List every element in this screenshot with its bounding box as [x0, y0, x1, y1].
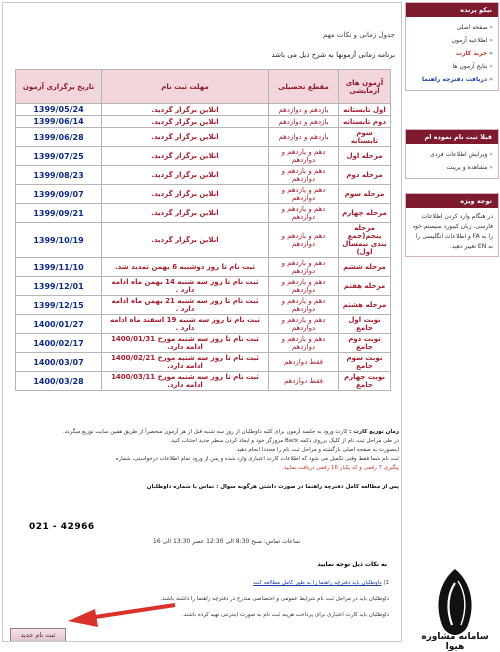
table-row	[16, 116, 391, 128]
exam-name-cell: نوبت اول جامع	[339, 315, 391, 334]
list-item: داوطلبان باید در مراحل ثبت نام شرایط عمومی و اختصاصی مندرج در دفترچه راهنما را داشته باشند.	[160, 596, 389, 602]
new-registration-button[interactable]: ثبت نام جدید	[10, 628, 66, 642]
deadline-cell: انلاین برگزار گردید.	[102, 223, 269, 258]
deadline-cell: انلاین برگزار گردید.	[102, 128, 269, 147]
page-subtitle: برنامه زمانی آزمونها به شرح ذیل می باشد	[271, 51, 395, 59]
grade-cell: دهم و یازدهم و دوازدهم	[269, 166, 339, 185]
sidebar	[405, 2, 499, 263]
exam-name-cell: مرحله ششم	[339, 258, 391, 277]
deadline-cell: ثبت نام تا روز سه شنبه 21 بهمن ماه ادامه دارد .	[102, 296, 269, 315]
list-item: داوطلبان باید کارت اعتباری برای پرداخت هزینه ثبت نام به صورت اینترنتی تهیه کرده باشند.	[182, 612, 389, 618]
deadline-cell: ثبت نام تا روز سه شنبه 14 بهمن ماه ادامه دارد .	[102, 277, 269, 296]
exam-name-cell: اول تابستانه	[339, 104, 391, 116]
exam-date-cell: 1400/01/27	[16, 315, 102, 334]
grade-cell: یازدهم و دوازدهم	[269, 128, 339, 147]
sidebar-item[interactable]	[411, 47, 493, 60]
nav-box	[405, 2, 499, 91]
exam-date-cell: 1399/08/23	[16, 166, 102, 185]
note-line: اینصورت به صفحه اصلی بازگشته و مراحل ثبت نام را مجددا انجام دهید.	[235, 447, 399, 453]
grade-cell: دهم و یازدهم و دوازدهم	[269, 185, 339, 204]
grade-cell: دهم و یازدهم و دوازدهم	[269, 315, 339, 334]
sidebar-item[interactable]	[411, 21, 493, 34]
grade-cell: یازدهم و دوازدهم	[269, 104, 339, 116]
bullet-icon: «	[487, 24, 493, 31]
grade-cell: دهم و یازدهم و دوازدهم	[269, 258, 339, 277]
account-item-label: مشاهده و پرینت	[446, 164, 488, 171]
bullet-icon: «	[487, 50, 493, 57]
table-header-row	[16, 70, 391, 104]
phone-number: 021 - 42966	[29, 522, 95, 532]
account-box-title: قبلا ثبت نام نموده ام	[406, 130, 498, 144]
exam-name-cell: مرحله پنجم(جمع بندی نیمسال اول)	[339, 223, 391, 258]
grade-cell: فقط دوازدهم	[269, 372, 339, 391]
nav-box-title: نیکو پرنده	[406, 3, 498, 17]
table-row	[16, 223, 391, 258]
account-list	[406, 144, 498, 178]
sidebar-item[interactable]	[411, 34, 493, 47]
table-row	[16, 204, 391, 223]
table-row	[16, 258, 391, 277]
exam-date-cell: 1399/12/15	[16, 296, 102, 315]
page-title: جدول زمانی و نکات مهم	[323, 31, 395, 39]
exam-name-cell: سوم تابستانه	[339, 128, 391, 147]
contact-hours: ساعات تماس: صبح 8:30 الی 12:30 عصر 13:30 الی 16	[153, 538, 300, 545]
exam-date-cell: 1399/05/24	[16, 104, 102, 116]
bullet-icon: «	[487, 151, 493, 158]
deadline-cell: انلاین برگزار گردید.	[102, 116, 269, 128]
deadline-cell: انلاین برگزار گردید.	[102, 166, 269, 185]
account-box	[405, 129, 499, 179]
table-row	[16, 277, 391, 296]
deadline-cell: ثبت نام تا روز سه شنبه مورخ 1400/03/11 ادامه دارد.	[102, 372, 269, 391]
bullet-icon: «	[487, 63, 493, 70]
notice-box-title: توجه ویژه	[406, 194, 498, 208]
note-line: پیگیری 7 رقمی و کد یکبار 16 رقمی دریافت نمایید.	[282, 465, 399, 471]
exam-date-cell: 1399/06/28	[16, 128, 102, 147]
account-item-label: ویرایش اطلاعات فردی	[430, 151, 488, 158]
table-row	[16, 147, 391, 166]
table-row	[16, 185, 391, 204]
table-row	[16, 128, 391, 147]
exam-name-cell: دوم تابستانه	[339, 116, 391, 128]
guide-link[interactable]: داوطلبان باید دفترچه راهنما را به طور کامل مطالعه کنند	[253, 580, 382, 586]
grade-cell: دهم و یازدهم و دوازدهم	[269, 277, 339, 296]
bullet-icon: «	[487, 164, 493, 171]
deadline-cell: انلاین برگزار گردید.	[102, 104, 269, 116]
hiva-logo	[412, 563, 498, 643]
deadline-cell: ثبت نام تا روز سه شنبه مورخ 1400/01/31 ادامه دارد.	[102, 334, 269, 353]
sidebar-item[interactable]	[411, 73, 493, 86]
deadline-cell: ثبت نام تا روز سه شنبه 19 اسفند ماه ادامه دارد .	[102, 315, 269, 334]
account-item[interactable]	[411, 161, 493, 174]
bullet-icon: «	[487, 76, 493, 83]
exam-name-cell: مرحله هفتم	[339, 277, 391, 296]
brand-name: سامانه مشاوره هیوا	[421, 632, 489, 652]
exam-name-cell: نوبت دوم جامع	[339, 334, 391, 353]
exam-date-cell: 1399/09/21	[16, 204, 102, 223]
table-row	[16, 104, 391, 116]
deadline-cell: انلاین برگزار گردید.	[102, 147, 269, 166]
account-item[interactable]	[411, 148, 493, 161]
exam-name-cell: مرحله چهارم	[339, 204, 391, 223]
table-row	[16, 353, 391, 372]
exam-name-cell: مرحله سوم	[339, 185, 391, 204]
sidebar-item-label: صفحه اصلی	[456, 24, 488, 31]
grade-cell: دهم و یازدهم و دوازدهم	[269, 223, 339, 258]
bullet-icon: «	[487, 37, 493, 44]
sidebar-item-label: دریافت دفترچه راهنما	[421, 76, 488, 83]
sidebar-item[interactable]	[411, 60, 493, 73]
notice-box	[405, 193, 499, 257]
card-note-title: زمان توزیع کارت :	[349, 429, 399, 435]
nav-list	[406, 17, 498, 90]
exam-date-cell: 1399/07/25	[16, 147, 102, 166]
exam-name-cell: مرحله هشتم	[339, 296, 391, 315]
exam-date-cell: 1399/06/14	[16, 116, 102, 128]
header-date: تاریخ برگزاری آزمون	[16, 70, 102, 104]
exam-date-cell: 1399/09/07	[16, 185, 102, 204]
table-row	[16, 372, 391, 391]
exam-date-cell: 1399/10/19	[16, 223, 102, 258]
list-item: 1) داوطلبان باید دفترچه راهنما را به طور کامل مطالعه کنند	[253, 580, 389, 586]
exam-date-cell: 1400/03/28	[16, 372, 102, 391]
exam-date-cell: 1399/12/01	[16, 277, 102, 296]
grade-cell: دهم و یازدهم و دوازدهم	[269, 147, 339, 166]
exam-name-cell: نوبت سوم جامع	[339, 353, 391, 372]
table-row	[16, 315, 391, 334]
table-row	[16, 334, 391, 353]
sidebar-item-label: اطلاعیه آزمون	[451, 37, 488, 44]
sidebar-item-label: خرید کارت	[455, 50, 488, 57]
card-note-text: کارت ورود به جلسه آزمون برای کلیه داوطلبان از روز سه شنبه قبل از هر آزمون منحصراً از طریق همین سایت توزیع میگردد.	[62, 429, 348, 435]
deadline-cell: ثبت نام تا روز دوشنبه 6 بهمن تمدید شد.	[102, 258, 269, 277]
grade-cell: دهم و یازدهم و دوازدهم	[269, 296, 339, 315]
notes-section	[9, 428, 399, 492]
arrow-left-icon	[65, 595, 177, 629]
deadline-cell: انلاین برگزار گردید.	[102, 204, 269, 223]
header-deadline: مهلت ثبت نام	[102, 70, 269, 104]
header-grade: مقطع تحصیلی	[269, 70, 339, 104]
exam-name-cell: مرحله دوم	[339, 166, 391, 185]
note-line: در طی مراحل ثبت نام از کلیک برروی دکمه Back مرورگر خود و ایجاد کردن سطر جدید اجتناب کنید.	[169, 438, 399, 444]
contact-note: پس از مطالعه کامل دفترچه راهنما در صورت داشتن هرگونه سوال : تماس با شماره داوطلبان	[146, 484, 399, 490]
links-heading: به نکات ذیل توجه نمایید	[317, 561, 387, 568]
exam-date-cell: 1400/02/17	[16, 334, 102, 353]
exam-schedule-table	[15, 69, 391, 391]
grade-cell: دهم و یازدهم و دوازدهم	[269, 334, 339, 353]
sidebar-item-label: نتایج آزمون ها	[452, 63, 488, 70]
exam-name-cell: مرحله اول	[339, 147, 391, 166]
exam-name-cell: نوبت چهارم جامع	[339, 372, 391, 391]
header-exam: آزمون های آزمایشی	[339, 70, 391, 104]
grade-cell: فقط دوازدهم	[269, 353, 339, 372]
table-row	[16, 166, 391, 185]
note-line: ثبت نام شما فقط وقتی تکمیل می شود که اطلاعات کارت اعتباری وارد شده و پس از ورود تمام اطلاعات درخواستی، شماره	[115, 456, 399, 462]
deadline-cell: انلاین برگزار گردید.	[102, 185, 269, 204]
exam-date-cell: 1400/03/07	[16, 353, 102, 372]
grade-cell: دهم و یازدهم و دوازدهم	[269, 204, 339, 223]
grade-cell: یازدهم و دوازدهم	[269, 116, 339, 128]
main-content	[2, 2, 402, 642]
deadline-cell: ثبت نام تا روز سه شنبه مورخ 1400/02/21 ادامه دارد.	[102, 353, 269, 372]
exam-date-cell: 1399/11/10	[16, 258, 102, 277]
table-row	[16, 296, 391, 315]
table-body	[16, 104, 391, 391]
notice-text: در هنگام وارد کردن اطلاعات فارسی، زبان کیبورد سیستم خود را به FA و اطلاعات انگلیسی را به EN تغییر دهید.	[412, 213, 493, 250]
